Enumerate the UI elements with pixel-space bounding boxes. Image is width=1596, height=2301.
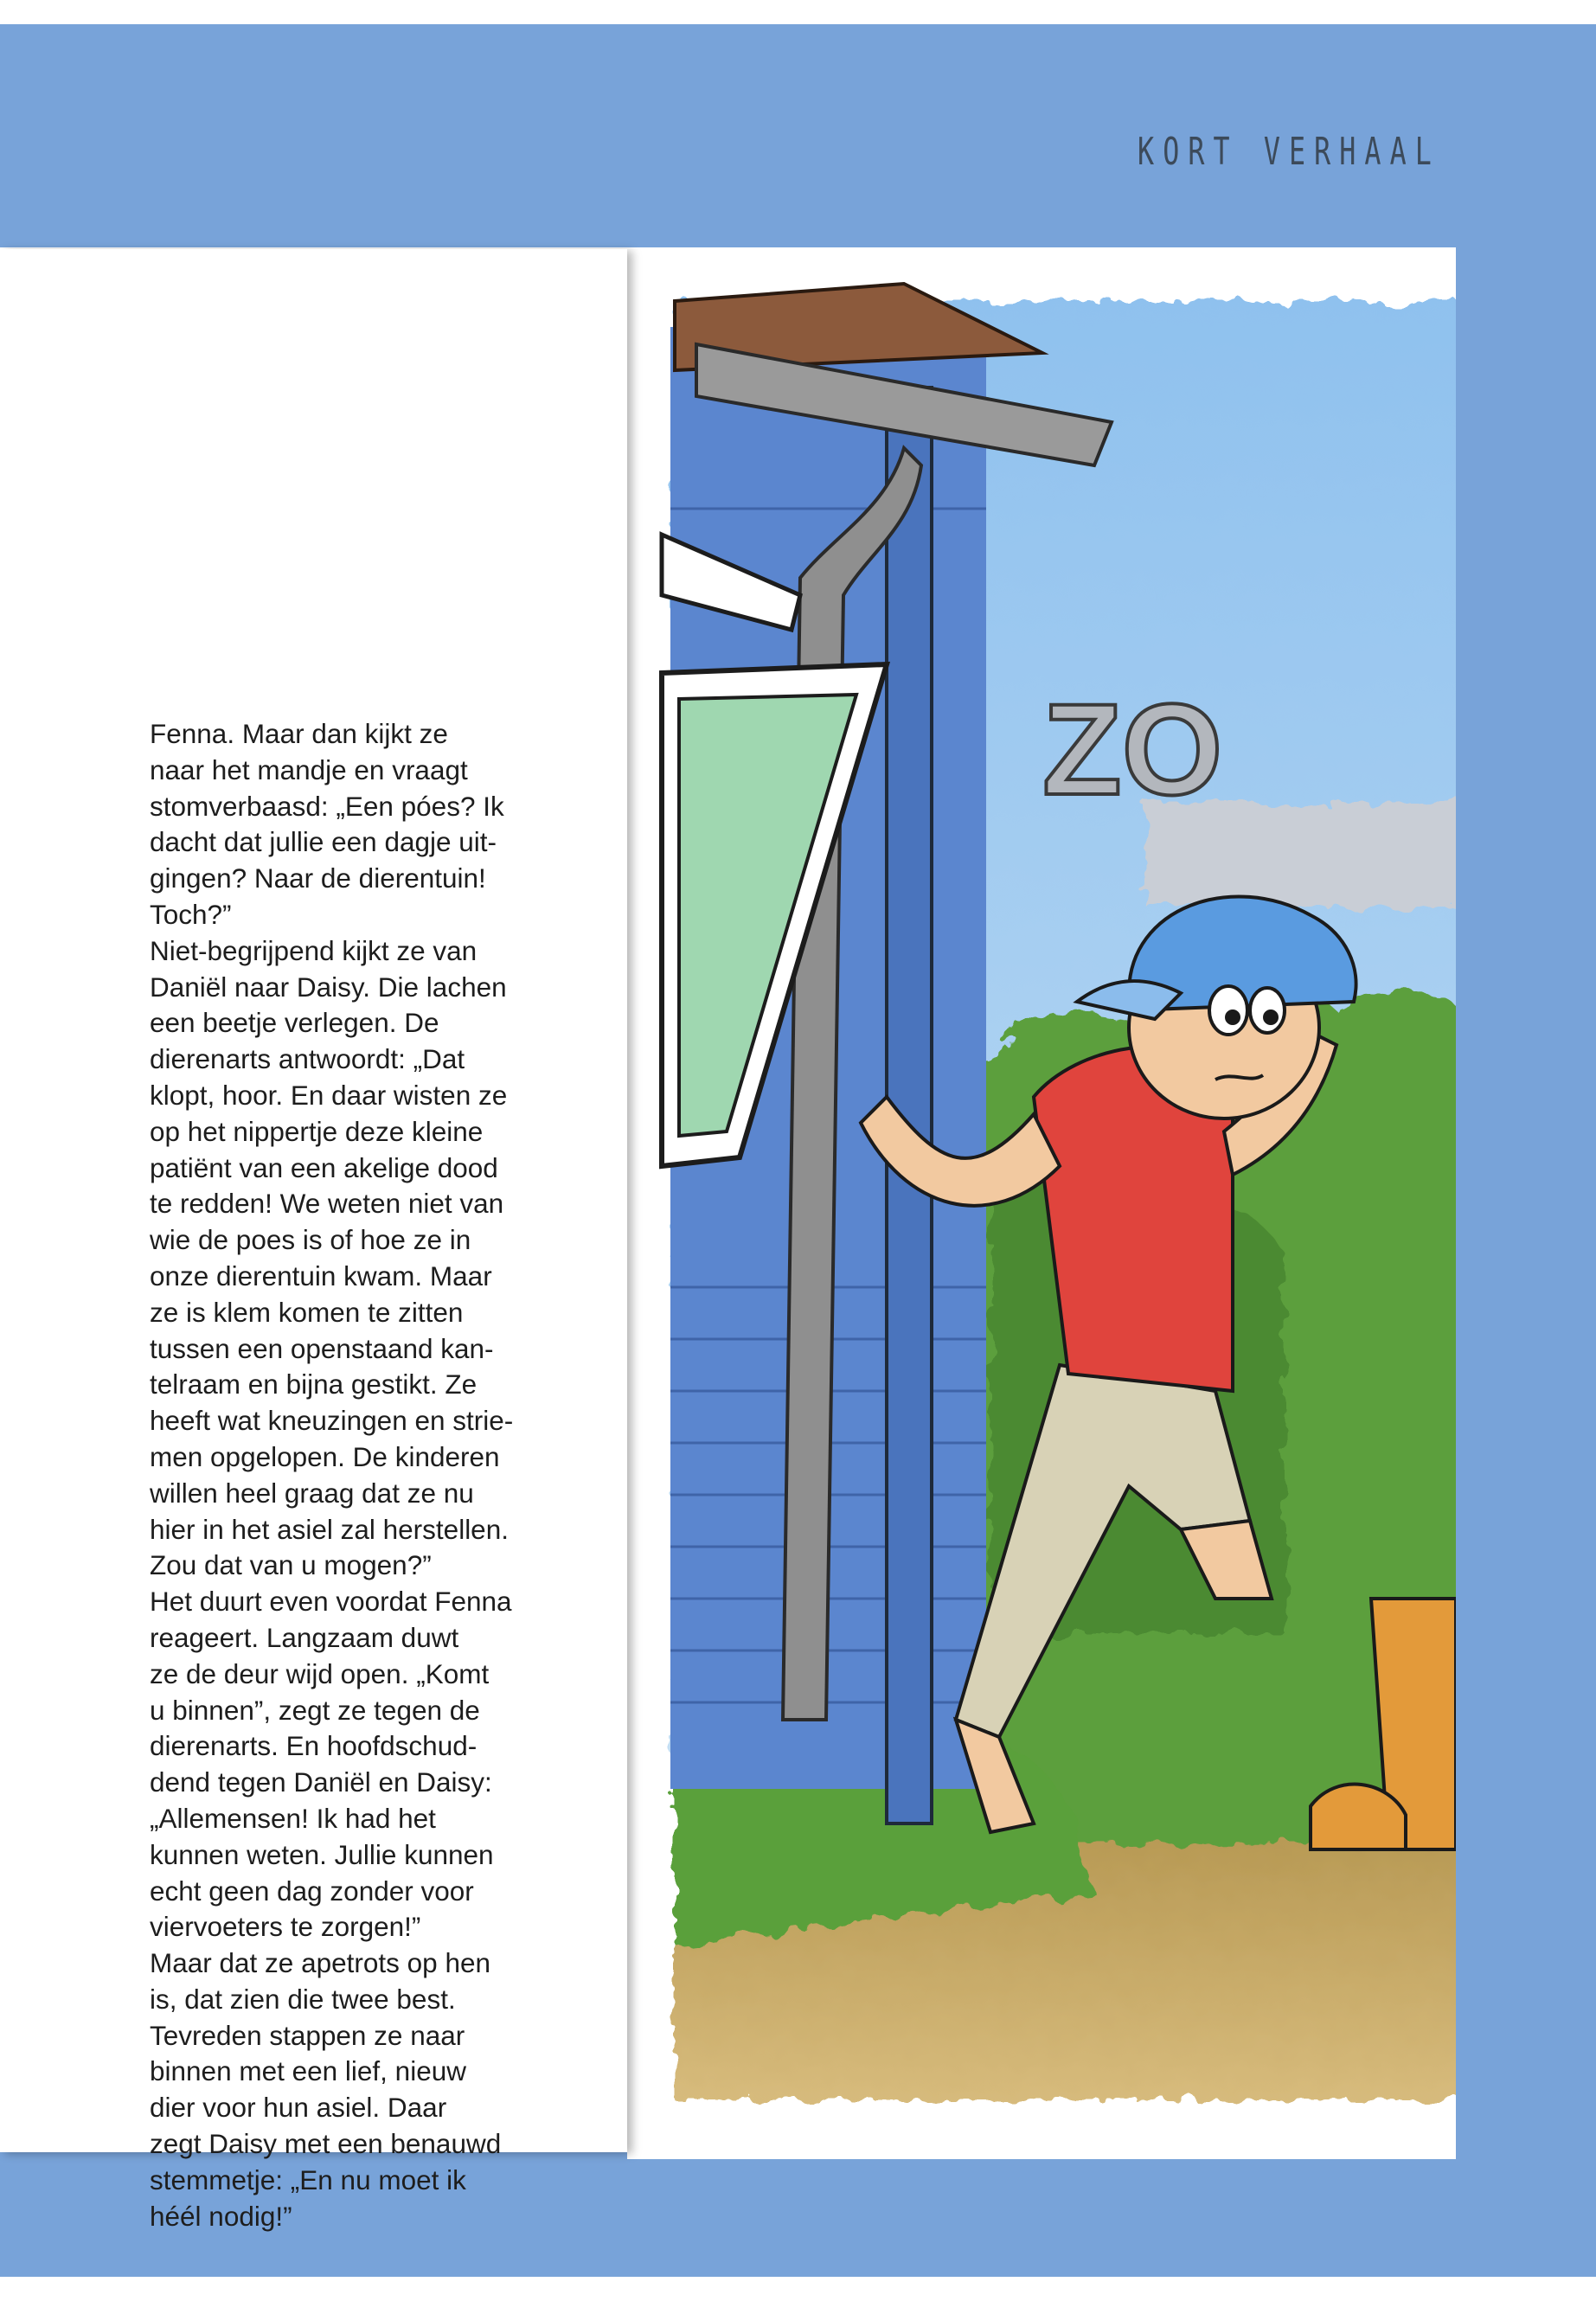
comic-illustration [627,249,1456,2159]
story-line: echt geen dag zonder voor [150,1875,474,1907]
story-line: telraam en bijna gestikt. Ze [150,1368,478,1400]
story-text [150,716,582,2234]
story-line: men opgelopen. De kinderen [150,1440,500,1472]
story-line: dend tegen Daniël en Daisy: [150,1766,492,1798]
story-line: Het duurt even voordat Fenna [150,1586,512,1618]
story-line: u binnen”, zegt ze tegen de [150,1694,480,1726]
story-line: héél nodig!” [150,2200,292,2232]
right-border-band [1456,247,1596,2168]
story-line: „Allemensen! Ik had het [150,1802,436,1834]
story-line: stomverbaasd: „Een póes? Ik [150,790,504,822]
story-line: patiënt van een akelige dood [150,1151,498,1183]
story-line: stemmetje: „En nu moet ik [150,2163,466,2195]
story-line: willen heel graag dat ze nu [150,1477,474,1509]
story-line: viervoeters te zorgen!” [150,1911,421,1943]
story-line: op het nippertje deze kleine [150,1115,484,1147]
story-line: Zou dat van u mogen?” [150,1549,432,1581]
story-line: Daniël naar Daisy. Die lachen [150,971,507,1003]
story-line: onze dierentuin kwam. Maar [150,1259,492,1292]
story-line: kunnen weten. Jullie kunnen [150,1838,494,1870]
story-line: Tevreden stappen ze naar [150,2019,465,2051]
text-panel [0,249,627,2232]
illustration-panel [627,249,1456,2159]
story-line: dierenarts antwoordt: „Dat [150,1043,465,1075]
story-line: tussen een openstaand kan- [150,1332,494,1364]
zoo-sign [1042,676,1222,822]
story-line: hier in het asiel zal herstellen. [150,1513,509,1545]
story-line: dier voor hun asiel. Daar [150,2092,447,2124]
story-line: Maar dat ze apetrots op hen [150,1947,490,1979]
story-line: is, dat zien die twee best. [150,1983,456,2015]
story-line: naar het mandje en vraagt [150,753,468,785]
story-line: dacht dat jullie een dagje uit- [150,826,497,858]
story-line: een beetje verlegen. De [150,1007,439,1039]
story-line: gingen? Naar de dierentuin! [150,862,486,894]
story-line: te redden! We weten niet van [150,1188,504,1220]
story-line: Toch?” [150,898,232,930]
section-label: KORT VERHAAL [1138,130,1440,174]
story-line: Fenna. Maar dan kijkt ze [150,718,448,749]
story-line: klopt, hoor. En daar wisten ze [150,1079,508,1111]
zoo-sign-text: ZO [1042,676,1223,822]
story-line: reageert. Langzaam duwt [150,1621,459,1653]
story-line: ze is klem komen te zitten [150,1296,464,1328]
story-line: dierenarts. En hoofdschud- [150,1730,478,1762]
story-line: heeft wat kneuzingen en strie- [150,1405,514,1437]
story-line: ze de deur wijd open. „Komt [150,1657,490,1689]
story-line: binnen met een lief, nieuw [150,2055,466,2087]
story-line: zegt Daisy met een benauwd [150,2128,502,2160]
story-line: wie de poes is of hoe ze in [150,1224,471,1256]
story-line: Niet-begrijpend kijkt ze van [150,934,478,966]
